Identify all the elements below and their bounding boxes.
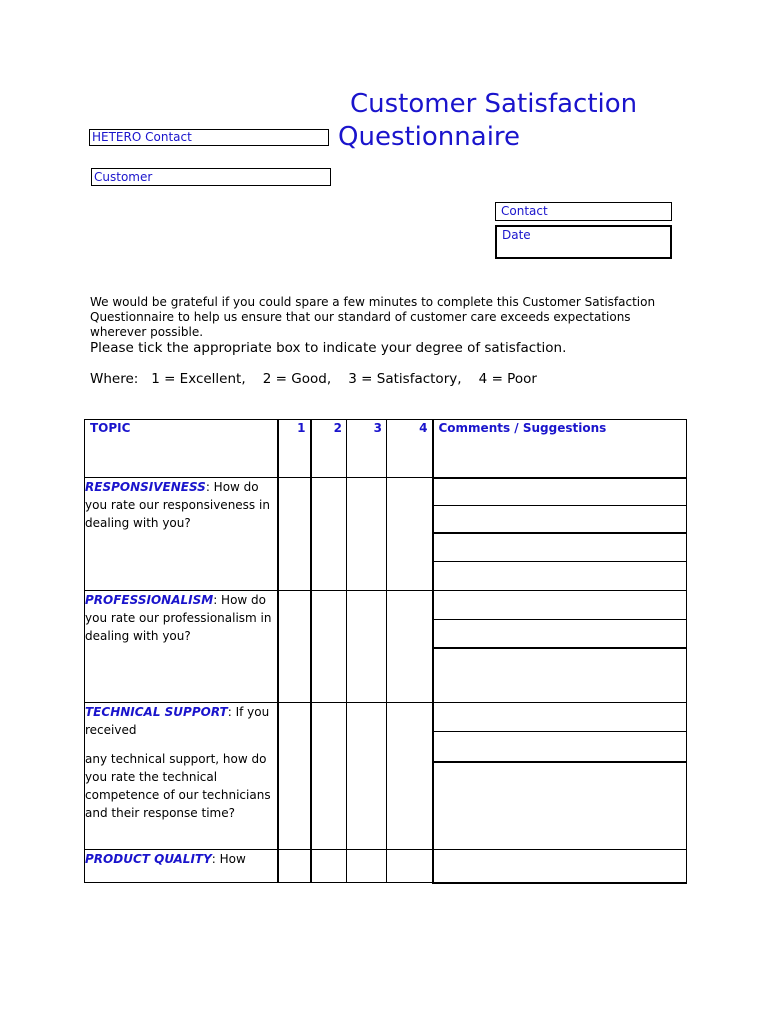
title-line-2: Questionnaire [338, 122, 521, 152]
topic-cell-technical-support [85, 703, 278, 850]
topic-name: PRODUCT QUALITY [85, 852, 212, 866]
rating-2-checkbox[interactable] [311, 703, 347, 850]
comment-line[interactable] [434, 763, 687, 849]
comment-line[interactable] [434, 506, 687, 534]
intro-paragraph: We would be grateful if you could spare a few minutes to complete this Customer Satisfaction Questionnaire to help us ensure that our standard of customer care exceeds expectations wherever possible. [90, 295, 656, 339]
topic-question: : How do you rate our professionalism in dealing with you? [85, 593, 272, 643]
header-rating-1: 1 [297, 421, 306, 435]
table-row [85, 591, 687, 703]
comment-line[interactable] [434, 591, 687, 620]
comments-cell [433, 591, 687, 703]
rating-3-checkbox[interactable] [347, 591, 387, 703]
topic-cell-professionalism [85, 591, 278, 703]
comment-line[interactable] [434, 478, 687, 506]
rating-4-checkbox[interactable] [387, 478, 433, 591]
table-row [85, 478, 687, 591]
header-topic: TOPIC [90, 421, 131, 435]
date-field[interactable] [495, 225, 672, 259]
comments-cell [433, 478, 687, 591]
contact-field[interactable] [495, 202, 672, 221]
hetero-contact-field[interactable] [89, 129, 329, 146]
rating-2-checkbox[interactable] [311, 850, 347, 883]
header-rating-3: 3 [373, 421, 382, 435]
header-comments-cell [433, 420, 687, 478]
header-rating-2: 2 [333, 421, 342, 435]
title-line-1: Customer Satisfaction [350, 89, 638, 119]
rating-3-checkbox[interactable] [347, 850, 387, 883]
page-title [338, 88, 637, 154]
comment-line[interactable] [434, 649, 687, 702]
rating-1-checkbox[interactable] [278, 850, 311, 883]
comment-line[interactable] [434, 703, 687, 732]
rating-1-checkbox[interactable] [278, 478, 311, 591]
comment-line[interactable] [434, 562, 687, 589]
topic-question: : How [211, 852, 246, 866]
rating-1-checkbox[interactable] [278, 703, 311, 850]
topic-question-continued: any technical support, how do you rate the technical competence of our technicians and their response time? [85, 752, 271, 820]
rating-2-checkbox[interactable] [311, 478, 347, 591]
hetero-contact-label: HETERO Contact [92, 130, 192, 144]
date-label: Date [502, 228, 531, 242]
instruction-text: Please tick the appropriate box to indicate your degree of satisfaction. [90, 340, 567, 356]
rating-3-checkbox[interactable] [347, 478, 387, 591]
header-col-4-cell [387, 420, 433, 478]
topic-question: : If you received [85, 705, 270, 737]
topic-name: PROFESSIONALISM [85, 593, 214, 607]
customer-field[interactable] [91, 168, 331, 186]
topic-line-1 [85, 703, 277, 739]
topic-name: TECHNICAL SUPPORT [85, 705, 228, 719]
header-col-2-cell [311, 420, 347, 478]
header-topic-cell [85, 420, 278, 478]
comment-line[interactable] [434, 732, 687, 763]
comments-cell[interactable] [433, 850, 687, 883]
comment-line[interactable] [434, 534, 687, 562]
comment-line[interactable] [434, 620, 687, 649]
rating-1-checkbox[interactable] [278, 591, 311, 703]
table-header-row [85, 420, 687, 478]
rating-4-checkbox[interactable] [387, 591, 433, 703]
topic-cell-product-quality [85, 850, 278, 883]
rating-4-checkbox[interactable] [387, 703, 433, 850]
topic-name: RESPONSIVENESS [85, 480, 206, 494]
rating-legend: Where: 1 = Excellent, 2 = Good, 3 = Satisfactory, 4 = Poor [90, 371, 537, 387]
header-col-3-cell [347, 420, 387, 478]
table-row [85, 703, 687, 850]
rating-3-checkbox[interactable] [347, 703, 387, 850]
rating-2-checkbox[interactable] [311, 591, 347, 703]
header-col-1-cell [278, 420, 311, 478]
topic-question: : How do you rate our responsiveness in dealing with you? [85, 480, 270, 530]
header-comments: Comments / Suggestions [438, 421, 607, 435]
topic-cell-responsiveness [85, 478, 278, 591]
questionnaire-table [84, 419, 687, 884]
comments-cell [433, 703, 687, 850]
contact-label: Contact [501, 204, 548, 218]
rating-4-checkbox[interactable] [387, 850, 433, 883]
table-row [85, 850, 687, 883]
customer-label: Customer [94, 170, 153, 184]
header-rating-4: 4 [419, 421, 428, 435]
